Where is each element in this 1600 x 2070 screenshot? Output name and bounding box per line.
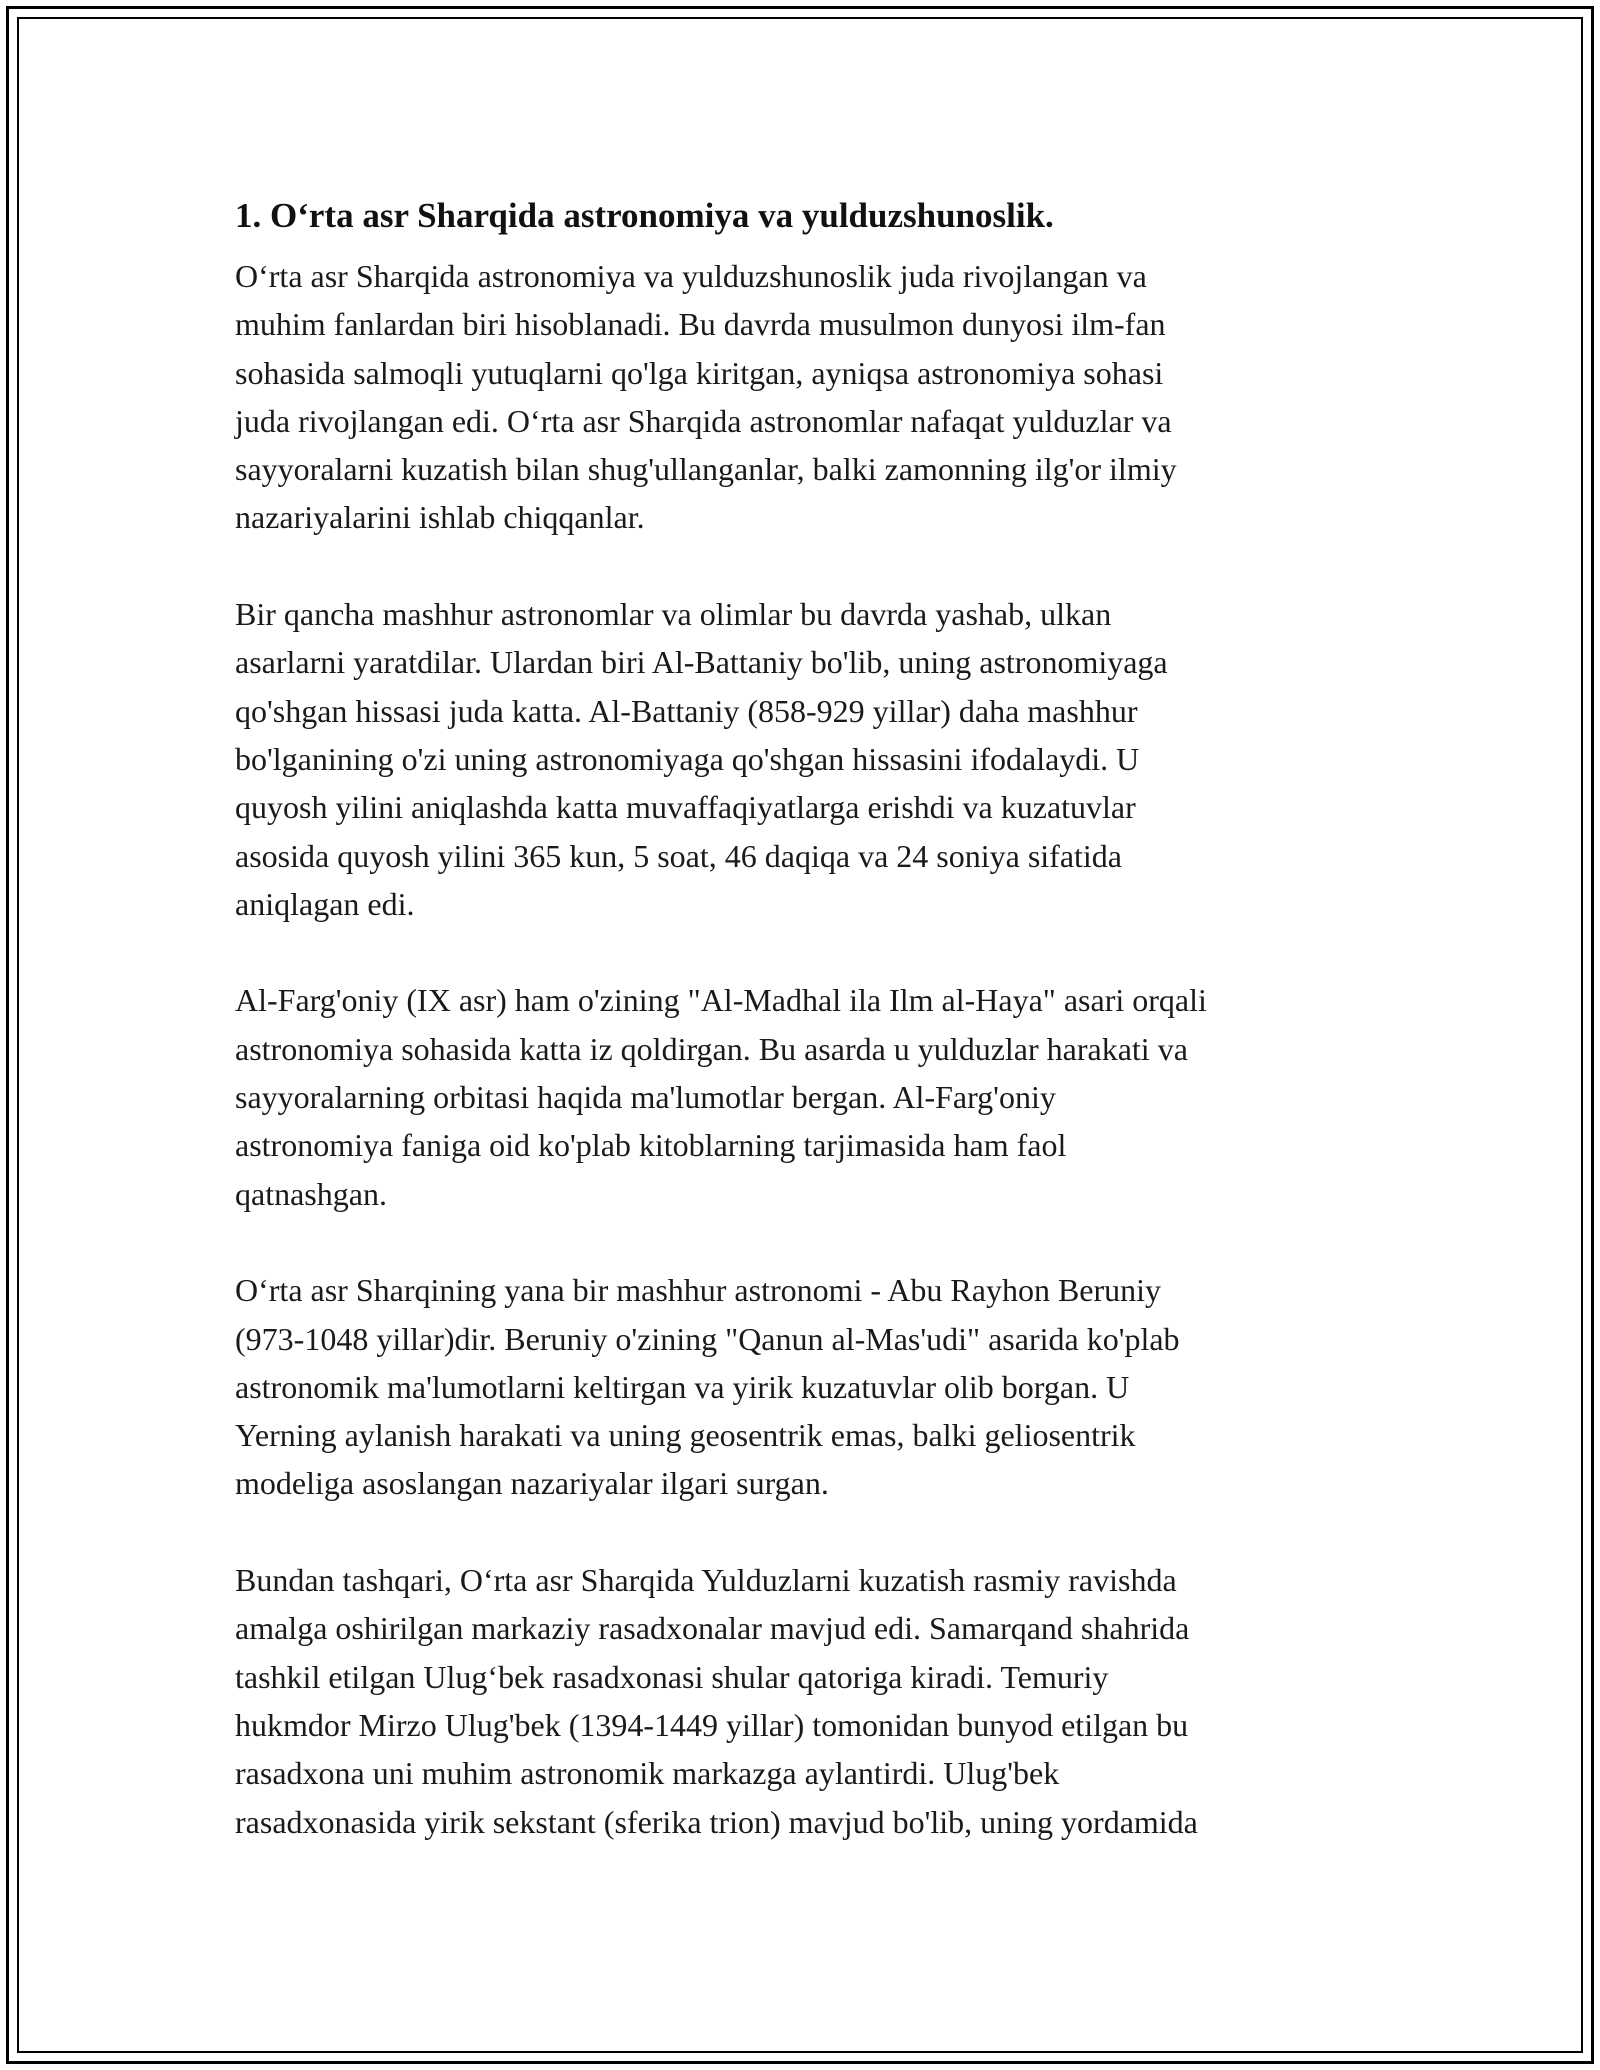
text-line: Bir qancha mashhur astronomlar va olimlar bu davrda yashab, ulkan [235,596,1112,633]
text-line: sohasida salmoqli yutuqlarni qo'lga kiritgan, ayniqsa astronomiya sohasi [235,354,1164,391]
text-line: sayyoralarni kuzatish bilan shug'ullanganlar, balki zamonning ilg'or ilmiy [235,451,1177,488]
text-line: asarlarni yaratdilar. Ulardan biri Al-Battaniy bo'lib, uning astronomiyaga [235,644,1168,681]
text-line: qatnashgan. [235,1175,387,1212]
text-line: Yerning aylanish harakati va uning geosentrik emas, balki geliosentrik [235,1417,1136,1454]
text-line: aniqlagan edi. [235,885,415,922]
text-line: quyosh yilini aniqlashda katta muvaffaqiyatlarga erishdi va kuzatuvlar [235,789,1136,826]
text-line: (973-1048 yillar)dir. Beruniy o'zining "Qanun al-Mas'udi" asarida ko'plab [235,1320,1180,1357]
text-line: rasadxonasida yirik sekstant (sferika trion) mavjud bo'lib, uning yordamida [235,1803,1198,1840]
paragraph-1 [235,252,1375,542]
text-line: sayyoralarning orbitasi haqida ma'lumotlar bergan. Al-Farg'oniy [235,1079,1056,1116]
text-line: O‘rta asr Sharqida astronomiya va yulduzshunoslik juda rivojlangan va [235,258,1147,294]
text-line: muhim fanlardan biri hisoblanadi. Bu davrda musulmon dunyosi ilm-fan [235,306,1166,343]
text-line: astronomik ma'lumotlarni keltirgan va yirik kuzatuvlar olib borgan. U [235,1368,1130,1405]
text-line: Al-Farg'oniy (IX asr) ham o'zining "Al-Madhal ila Ilm al-Haya" asari orqali [235,982,1207,1019]
text-line: tashkil etilgan Ulug‘bek rasadxonasi shular qatoriga kiradi. Temuriy [235,1658,1109,1695]
text-line: rasadxona uni muhim astronomik markazga aylantirdi. Ulug'bek [235,1755,1060,1792]
text-line: asosida quyosh yilini 365 kun, 5 soat, 46 daqiqa va 24 soniya sifatida [235,837,1122,874]
text-line: bo'lganining o'zi uning astronomiyaga qo'shgan hissasini ifodalaydi. U [235,740,1140,777]
text-line: amalga oshirilgan markaziy rasadxonalar mavjud edi. Samarqand shahrida [235,1610,1190,1647]
text-line: astronomiya faniga oid ko'plab kitoblarning tarjimasida ham faol [235,1127,1067,1164]
text-line: O‘rta asr Sharqining yana bir mashhur astronomi - Abu Rayhon Beruniy [235,1272,1162,1309]
section-heading: 1. O‘rta asr Sharqida astronomiya va yulduzshunoslik. [235,196,1054,235]
text-line: qo'shgan hissasi juda katta. Al-Battaniy (858-929 yillar) daha mashhur [235,692,1138,729]
paragraph-4 [235,1266,1375,1507]
text-line: Bundan tashqari, O‘rta asr Sharqida Yulduzlarni kuzatish rasmiy ravishda [235,1562,1177,1599]
text-line: astronomiya sohasida katta iz qoldirgan. Bu asarda u yulduzlar harakati va [235,1030,1188,1067]
text-line: hukmdor Mirzo Ulug'bek (1394-1449 yillar) tomonidan bunyod etilgan bu [235,1706,1189,1743]
paragraph-5 [235,1556,1375,1846]
text-line: modeliga asoslangan nazariyalar ilgari surgan. [235,1465,829,1502]
paragraph-2 [235,590,1375,928]
paragraph-3 [235,976,1375,1217]
text-line: nazariyalarini ishlab chiqqanlar. [235,499,645,536]
text-line: juda rivojlangan edi. O‘rta asr Sharqida astronomlar nafaqat yulduzlar va [235,402,1172,439]
document-body [235,188,1375,1894]
